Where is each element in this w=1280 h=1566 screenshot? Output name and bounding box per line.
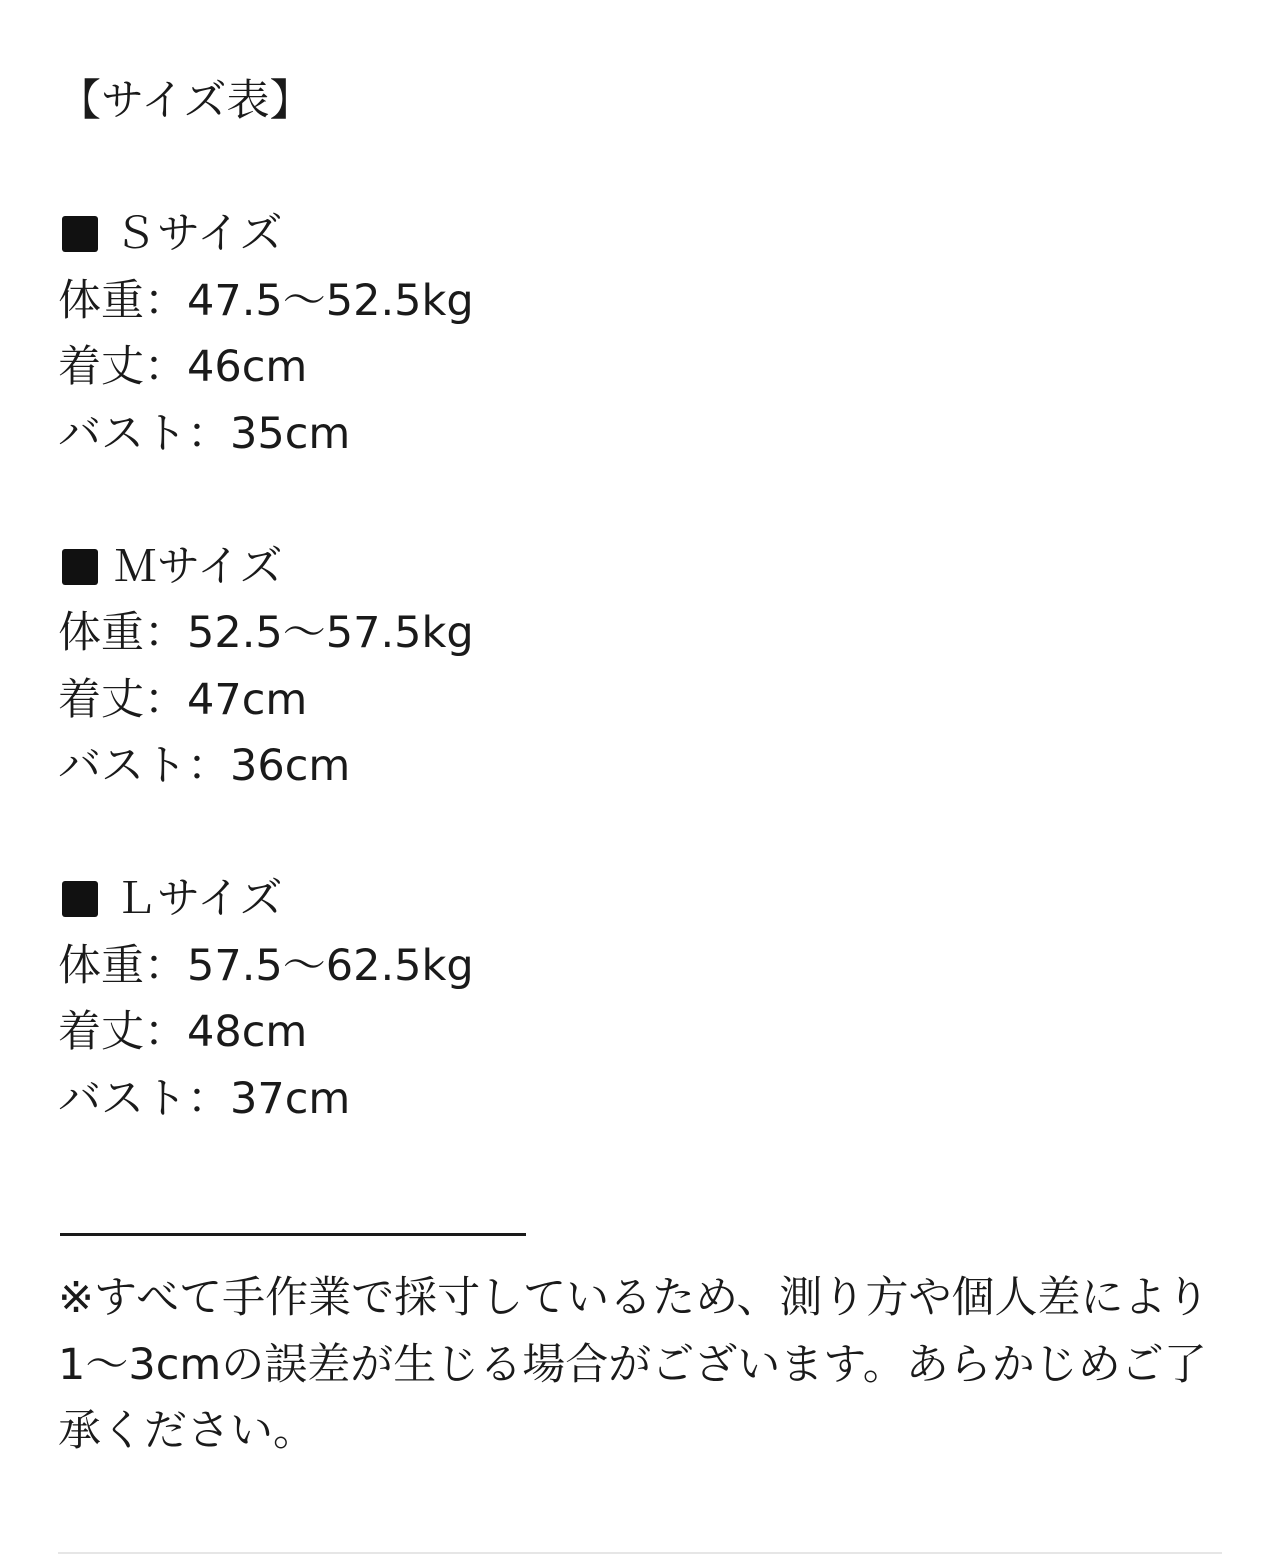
spacer xyxy=(58,467,1228,534)
disclaimer-note: ※すべて手作業で採寸しているため、測り方や個人差により1～3cmの誤差が生じる場合がございます。あらかじめご了承ください。 xyxy=(58,1273,1210,1456)
weight-row: 体重：47.5～52.5kg xyxy=(58,275,474,326)
bust-row: バスト：35cm xyxy=(58,408,351,459)
length-row: 着丈：46cm xyxy=(58,342,308,392)
size-heading-label: Ｍサイズ xyxy=(114,541,283,592)
divider xyxy=(58,1199,1228,1266)
size-section-m xyxy=(58,534,1228,800)
bust-row: バスト：36cm xyxy=(58,741,351,791)
weight-row: 体重：57.5～62.5kg xyxy=(58,940,474,991)
length-row: 着丈：48cm xyxy=(58,1007,308,1057)
size-heading-label: Ｌサイズ xyxy=(114,874,283,924)
black-square-icon xyxy=(62,216,98,252)
bust-row: バスト：37cm xyxy=(58,1073,351,1124)
spacer xyxy=(58,1132,1228,1199)
size-heading-l xyxy=(58,866,1228,933)
black-square-icon xyxy=(62,881,98,917)
black-square-icon xyxy=(62,549,98,585)
size-section-l xyxy=(58,866,1228,1132)
size-chart xyxy=(58,68,1228,1465)
size-section-s xyxy=(58,201,1228,467)
spacer xyxy=(58,800,1228,867)
page-title: 【サイズ表】 xyxy=(58,76,313,126)
spacer xyxy=(58,135,1228,202)
weight-row: 体重：52.5～57.5kg xyxy=(58,608,474,658)
size-heading-label: Ｓサイズ xyxy=(114,209,283,259)
length-row: 着丈：47cm xyxy=(58,674,308,725)
bottom-divider xyxy=(58,1552,1222,1554)
size-heading-s xyxy=(58,201,1228,268)
size-heading-m xyxy=(58,534,1228,601)
